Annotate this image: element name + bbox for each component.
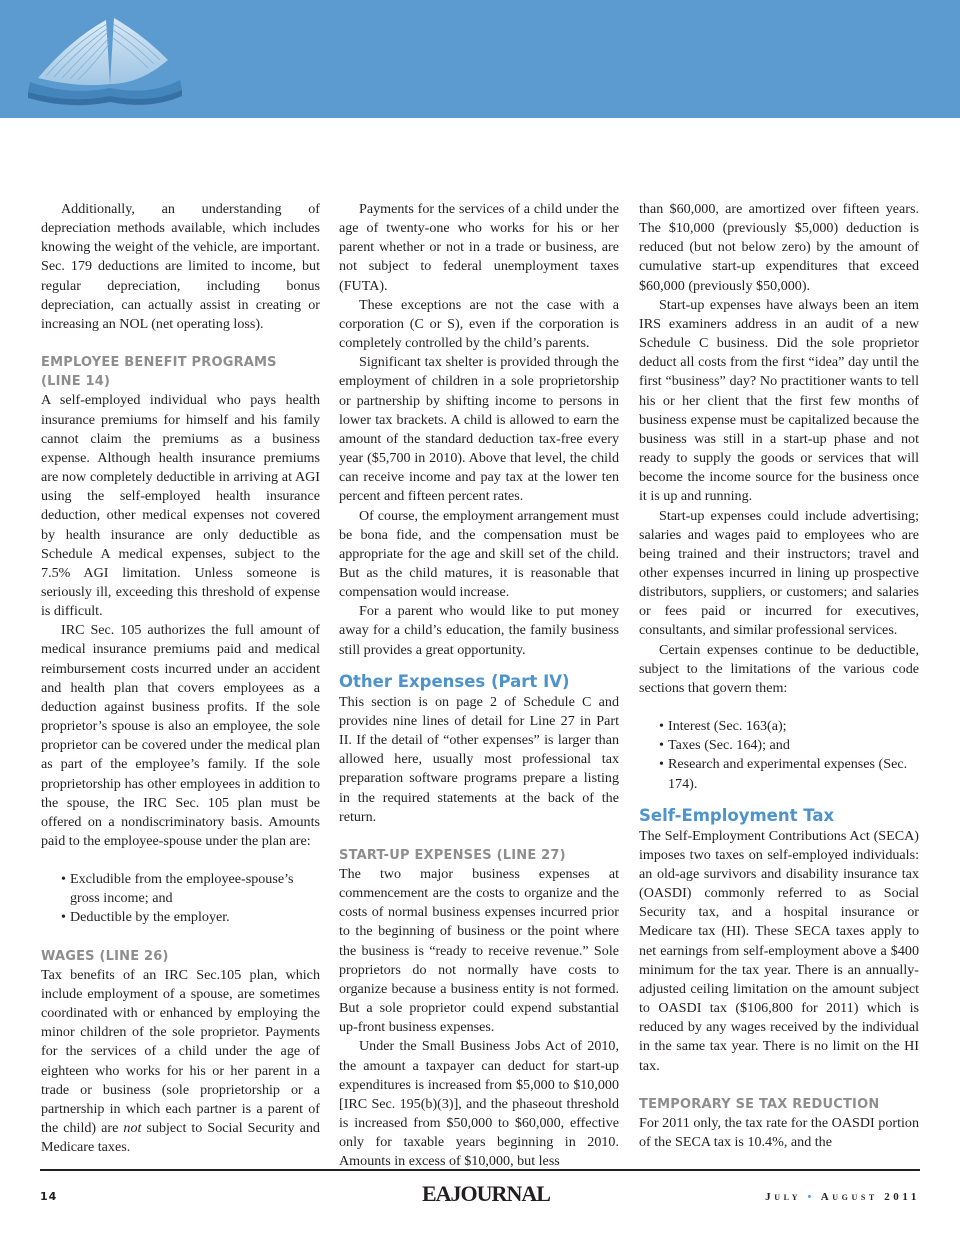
paragraph-other-expenses: This section is on page 2 of Schedule C and provides nine lines of detail for Line 27 in Part II. If the detail of “other expenses” is larger than allowed here, usually most professional tax preparation software programs prepare a listing in the required statements at the back of the return.: [339, 693, 619, 825]
issue-separator: •: [807, 1191, 815, 1203]
paragraph-corporation: These exceptions are not the case with a corporation (C or S), even if the corporation is completely controlled by the child’s parents.: [339, 296, 619, 352]
heading-employee-benefit-line1: EMPLOYEE BENEFIT PROGRAMS: [41, 355, 277, 371]
bullet-list-code-sections: [639, 717, 919, 794]
list-item: • Deductible by the employer.: [41, 908, 320, 927]
paragraph-tax-shelter: Significant tax shelter is provided through the employment of children in a sole proprietorship or partnership by shifting income to persons in lower tax brackets. A child is allowed to earn the amount of the standard deduction tax-free every year ($5,700 in 2010). Above that level, the child can receive income and pay tax at the lower ten percent and fifteen percent rates.: [339, 354, 619, 505]
paragraph-start-up-include: Start-up expenses could include advertising; salaries and wages paid to employees who are being trained and their instructors; travel and other expenses incurred in lining up prospective distributors, suppliers, or customers; and salaries or fees paid or incurred for executives, consultants, and similar professional services.: [639, 507, 919, 639]
paragraph-jobs-act: Under the Small Business Jobs Act of 2010, the amount a taxpayer can deduct for start-up expenditures is increased from $5,000 to $10,000 [IRC Sec. 195(b)(3)], and the phaseout threshold is increased from $50,000 to $60,000, effective only for taxable years beginning in 2010. Amounts in excess of $10,000, but less: [339, 1038, 619, 1170]
paragraph-amortized: than $60,000, are amortized over fifteen years. The $10,000 (previously $5,000) deduction is reduced (but not below zero) by the amount of cumulative start-up expenditures that exceed $60,000 (previously $50,000).: [639, 201, 919, 294]
journal-logo: EAJOURNAL: [422, 1181, 550, 1206]
heading-other-expenses: Other Expenses (Part IV): [339, 671, 570, 691]
heading-employee-benefit-line2: (LINE 14): [41, 374, 111, 390]
heading-start-up-expenses: START-UP EXPENSES (LINE 27): [339, 847, 566, 863]
column-2: [339, 200, 619, 1172]
paragraph-child-futa: Payments for the services of a child under the age of twenty-one who works for his or her parent whether or not in a trade or business, are not subject to federal unemployment taxes (FUTA).: [339, 201, 619, 294]
heading-wages: WAGES (LINE 26): [41, 948, 169, 964]
bullet-list-employee-spouse: [41, 870, 320, 927]
footer-rule: [40, 1169, 920, 1171]
wages-text-emphasis: not: [123, 1120, 142, 1137]
paragraph-irc-105: IRC Sec. 105 authorizes the full amount of medical insurance premiums paid and medical reimbursement costs incurred under an accident and health plan that covers employees as a deduction against business profits. If the sole proprietor’s spouse is also an employee, the sole proprietor can be covered under the medical plan as part of the employee’s family. If the sole proprietorship has other employees in addition to the spouse, the IRC Sec. 105 plan must be offered on a nondiscriminatory basis. Amounts paid to the employee-spouse under the plan are:: [41, 622, 320, 849]
wages-text-b: subject to Social Security and Medicare taxes.: [41, 1120, 320, 1156]
open-book-icon: [10, 0, 190, 112]
paragraph-bona-fide: Of course, the employment arrangement must be bona fide, and the compensation must be appropriate for the age and skill set of the child. But as the child matures, it is reasonable that compensation would increase.: [339, 507, 619, 601]
paragraph-temporary-se-tax: For 2011 only, the tax rate for the OASDI portion of the SECA tax is 10.4%, and the: [639, 1114, 919, 1151]
heading-self-employment-tax: Self-Employment Tax: [639, 805, 835, 825]
issue-month: July: [765, 1191, 802, 1203]
paragraph-depreciation: Additionally, an understanding of depreciation methods available, which includes knowing the weight of the vehicle, are important. Sec. 179 deductions are limited to income, but regular depreciation, including bonus depreciation, can actually assist in creating or increasing an NOL (net operating loss).: [41, 201, 320, 332]
wages-text-a: Tax benefits of an IRC Sec.105 plan, which include employment of a spouse, are sometimes coordinated with or enhanced by employing the minor children of the sole proprietor. Payments for the services of a child under the age of eighteen who works for his or her parent in a trade or business (sole proprietorship or a partnership in which each partner is a parent of the child) are: [41, 966, 320, 1137]
list-item: • Excludible from the employee-spouse’s gross income; and: [41, 870, 320, 908]
column-1: [41, 200, 320, 1157]
column-3: [639, 200, 919, 1152]
list-item: • Taxes (Sec. 164); and: [639, 736, 919, 755]
paragraph-education: For a parent who would like to put money away for a child’s education, the family business still provides a great opportunity.: [339, 603, 619, 658]
paragraph-certain-expenses: Certain expenses continue to be deductible, subject to the limitations of the various code sections that govern them:: [639, 641, 919, 696]
issue-month-2: August: [820, 1191, 878, 1203]
list-item: • Interest (Sec. 163(a);: [639, 717, 919, 736]
issue-year: 2011: [884, 1191, 920, 1203]
heading-employee-benefit: [41, 353, 320, 391]
page-number: 14: [40, 1190, 58, 1203]
heading-temporary-se-tax: TEMPORARY SE TAX REDUCTION: [639, 1096, 880, 1112]
paragraph-wages: [41, 966, 320, 1158]
issue-date: [765, 1191, 920, 1203]
list-item: • Research and experimental expenses (Sec. 174).: [639, 755, 919, 793]
paragraph-health-insurance: A self-employed individual who pays health insurance premiums for himself and his family cannot claim the premiums as a business expense. Although health insurance premiums are now completely deductible in arriving at AGI using the self-employed health insurance deduction, other medical expenses not covered by health insurance are only deductible as Schedule A medical expenses, subject to the 7.5% AGI limitation. Unless someone is seriously ill, exceeding this threshold of expense is difficult.: [41, 392, 320, 620]
paragraph-start-up: The two major business expenses at commencement are the costs to organize and the costs of normal business expenses incurred prior to the beginning of business or the point where the business is “ready to receive revenue.” Sole proprietors do not normally have costs to organize because a business entity is not formed. But a sole proprietor could expend substantial up-front business expenses.: [339, 866, 619, 1036]
paragraph-seca: The Self-Employment Contributions Act (SECA) imposes two taxes on self-employed individuals: an old-age survivors and disability insurance tax (OASDI) commonly referred to as Social Security tax, and a hospital insurance or Medicare tax (HI). These SECA taxes apply to net earnings from self-employment above a $400 minimum for the tax year. There is an annually-adjusted ceiling limitation on the amount subject to OASDI tax ($106,800 for 2011) which is reduced by any wages received by the individual in the same tax year. There is no limit on the HI tax.: [639, 827, 919, 1074]
header-banner: [0, 0, 960, 118]
paragraph-irs-audit: Start-up expenses have always been an item IRS examiners address in an audit of a new Schedule C business. Did the sole proprietor deduct all costs from the first “idea” day until the first “business” day? No practitioner wants to tell his or her client that the first few months of business expense must be capitalized because the business was still in a start-up phase and not ready to supply the goods or services that will become the income source for the business once it is up and running.: [639, 296, 919, 505]
